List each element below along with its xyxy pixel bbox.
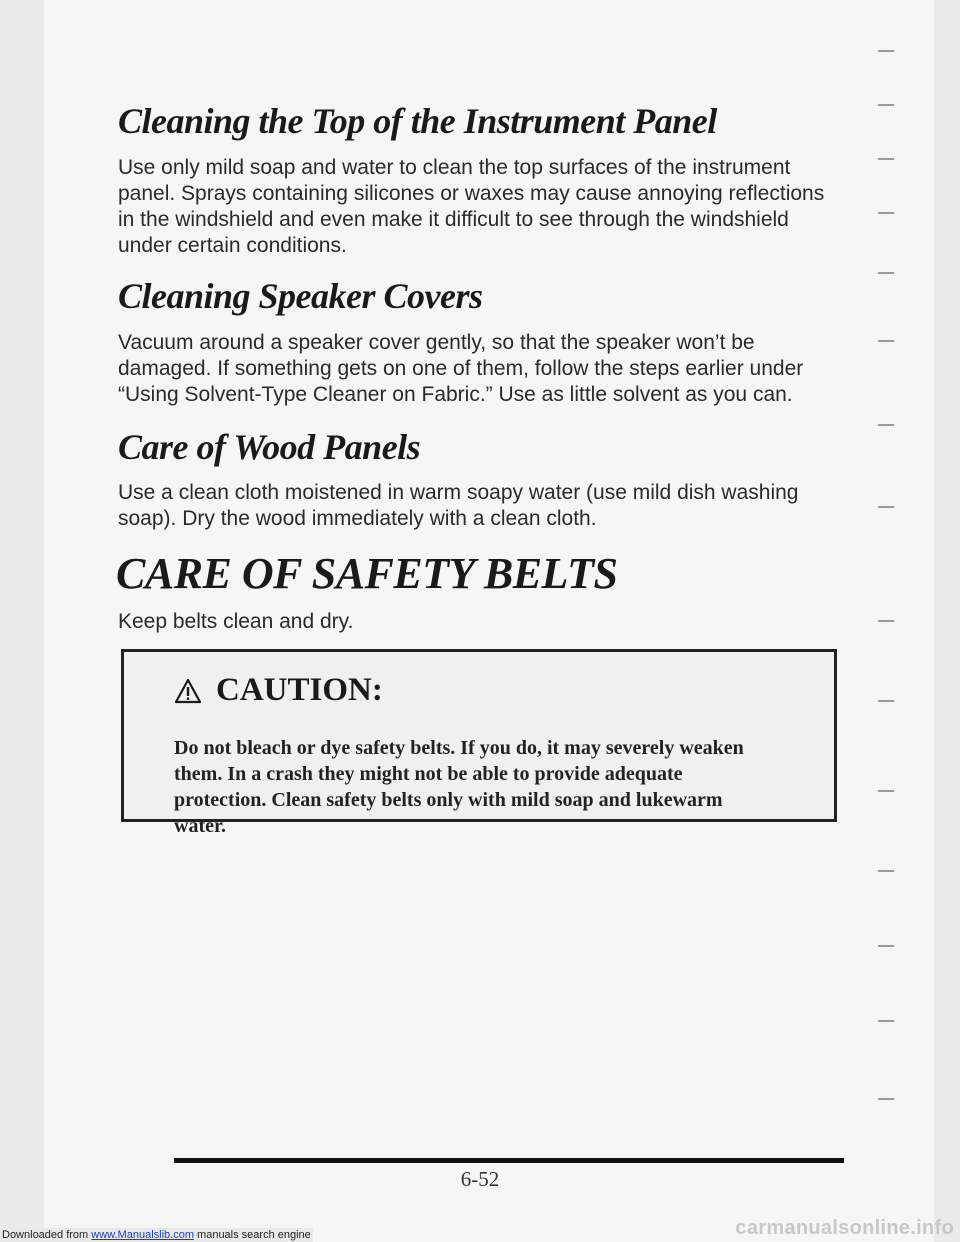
edge-mark <box>878 790 894 792</box>
paragraph-speaker-covers: Vacuum around a speaker cover gently, so that the speaker won’t be damaged. If something gets on one of them, follow the steps earlier under “Using Solvent-Type Cleaner on Fabric.” Use as little solvent as you can. <box>118 331 804 406</box>
warning-triangle-icon <box>174 678 202 704</box>
site-watermark: carmanualsonline.info <box>735 1217 954 1239</box>
edge-mark <box>878 506 894 508</box>
watermark-suffix: manuals search engine <box>193 1229 311 1241</box>
caution-box <box>121 649 837 837</box>
heading-top-panel: Cleaning the Top of the Instrument Panel <box>118 101 717 141</box>
edge-mark <box>878 272 894 274</box>
caution-title: CAUTION: <box>216 672 383 708</box>
edge-mark <box>878 620 894 622</box>
footer-rule <box>174 1158 844 1163</box>
watermark-prefix: Downloaded from <box>2 1229 92 1241</box>
edge-mark <box>878 104 894 106</box>
paragraph-wood-panels: Use a clean cloth moistened in warm soapy water (use mild dish washing soap). Dry the wood immediately with a clean cloth. <box>118 481 799 530</box>
manualslib-link[interactable]: www.Manualslib.com <box>91 1229 194 1241</box>
edge-mark <box>878 158 894 160</box>
edge-mark <box>878 1020 894 1022</box>
caution-text: Do not bleach or dye safety belts. If you do, it may severely weaken them. In a crash they might not be able to provide adequate protection. Clean safety belts only with mild soap and lukewarm water. <box>174 737 744 837</box>
heading-safety-belts: CARE OF SAFETY BELTS <box>116 549 618 598</box>
heading-wood-panels: Care of Wood Panels <box>118 427 421 467</box>
edge-mark <box>878 50 894 52</box>
edge-mark <box>878 340 894 342</box>
edge-mark <box>878 1098 894 1100</box>
paragraph-safety-belts: Keep belts clean and dry. <box>118 610 354 633</box>
page-number: 6-52 <box>460 1167 500 1191</box>
heading-speaker-covers: Cleaning Speaker Covers <box>118 276 483 316</box>
caution-header <box>174 672 383 709</box>
edge-mark <box>878 700 894 702</box>
edge-mark <box>878 212 894 214</box>
paragraph-top-panel: Use only mild soap and water to clean the top surfaces of the instrument panel. Sprays containing silicones or waxes may cause annoying reflections in the windshield and even make it difficult to see through the windshield under certain conditions. <box>118 156 825 257</box>
download-watermark <box>0 1228 313 1242</box>
edge-mark <box>878 945 894 947</box>
edge-mark <box>878 424 894 426</box>
edge-mark <box>878 870 894 872</box>
